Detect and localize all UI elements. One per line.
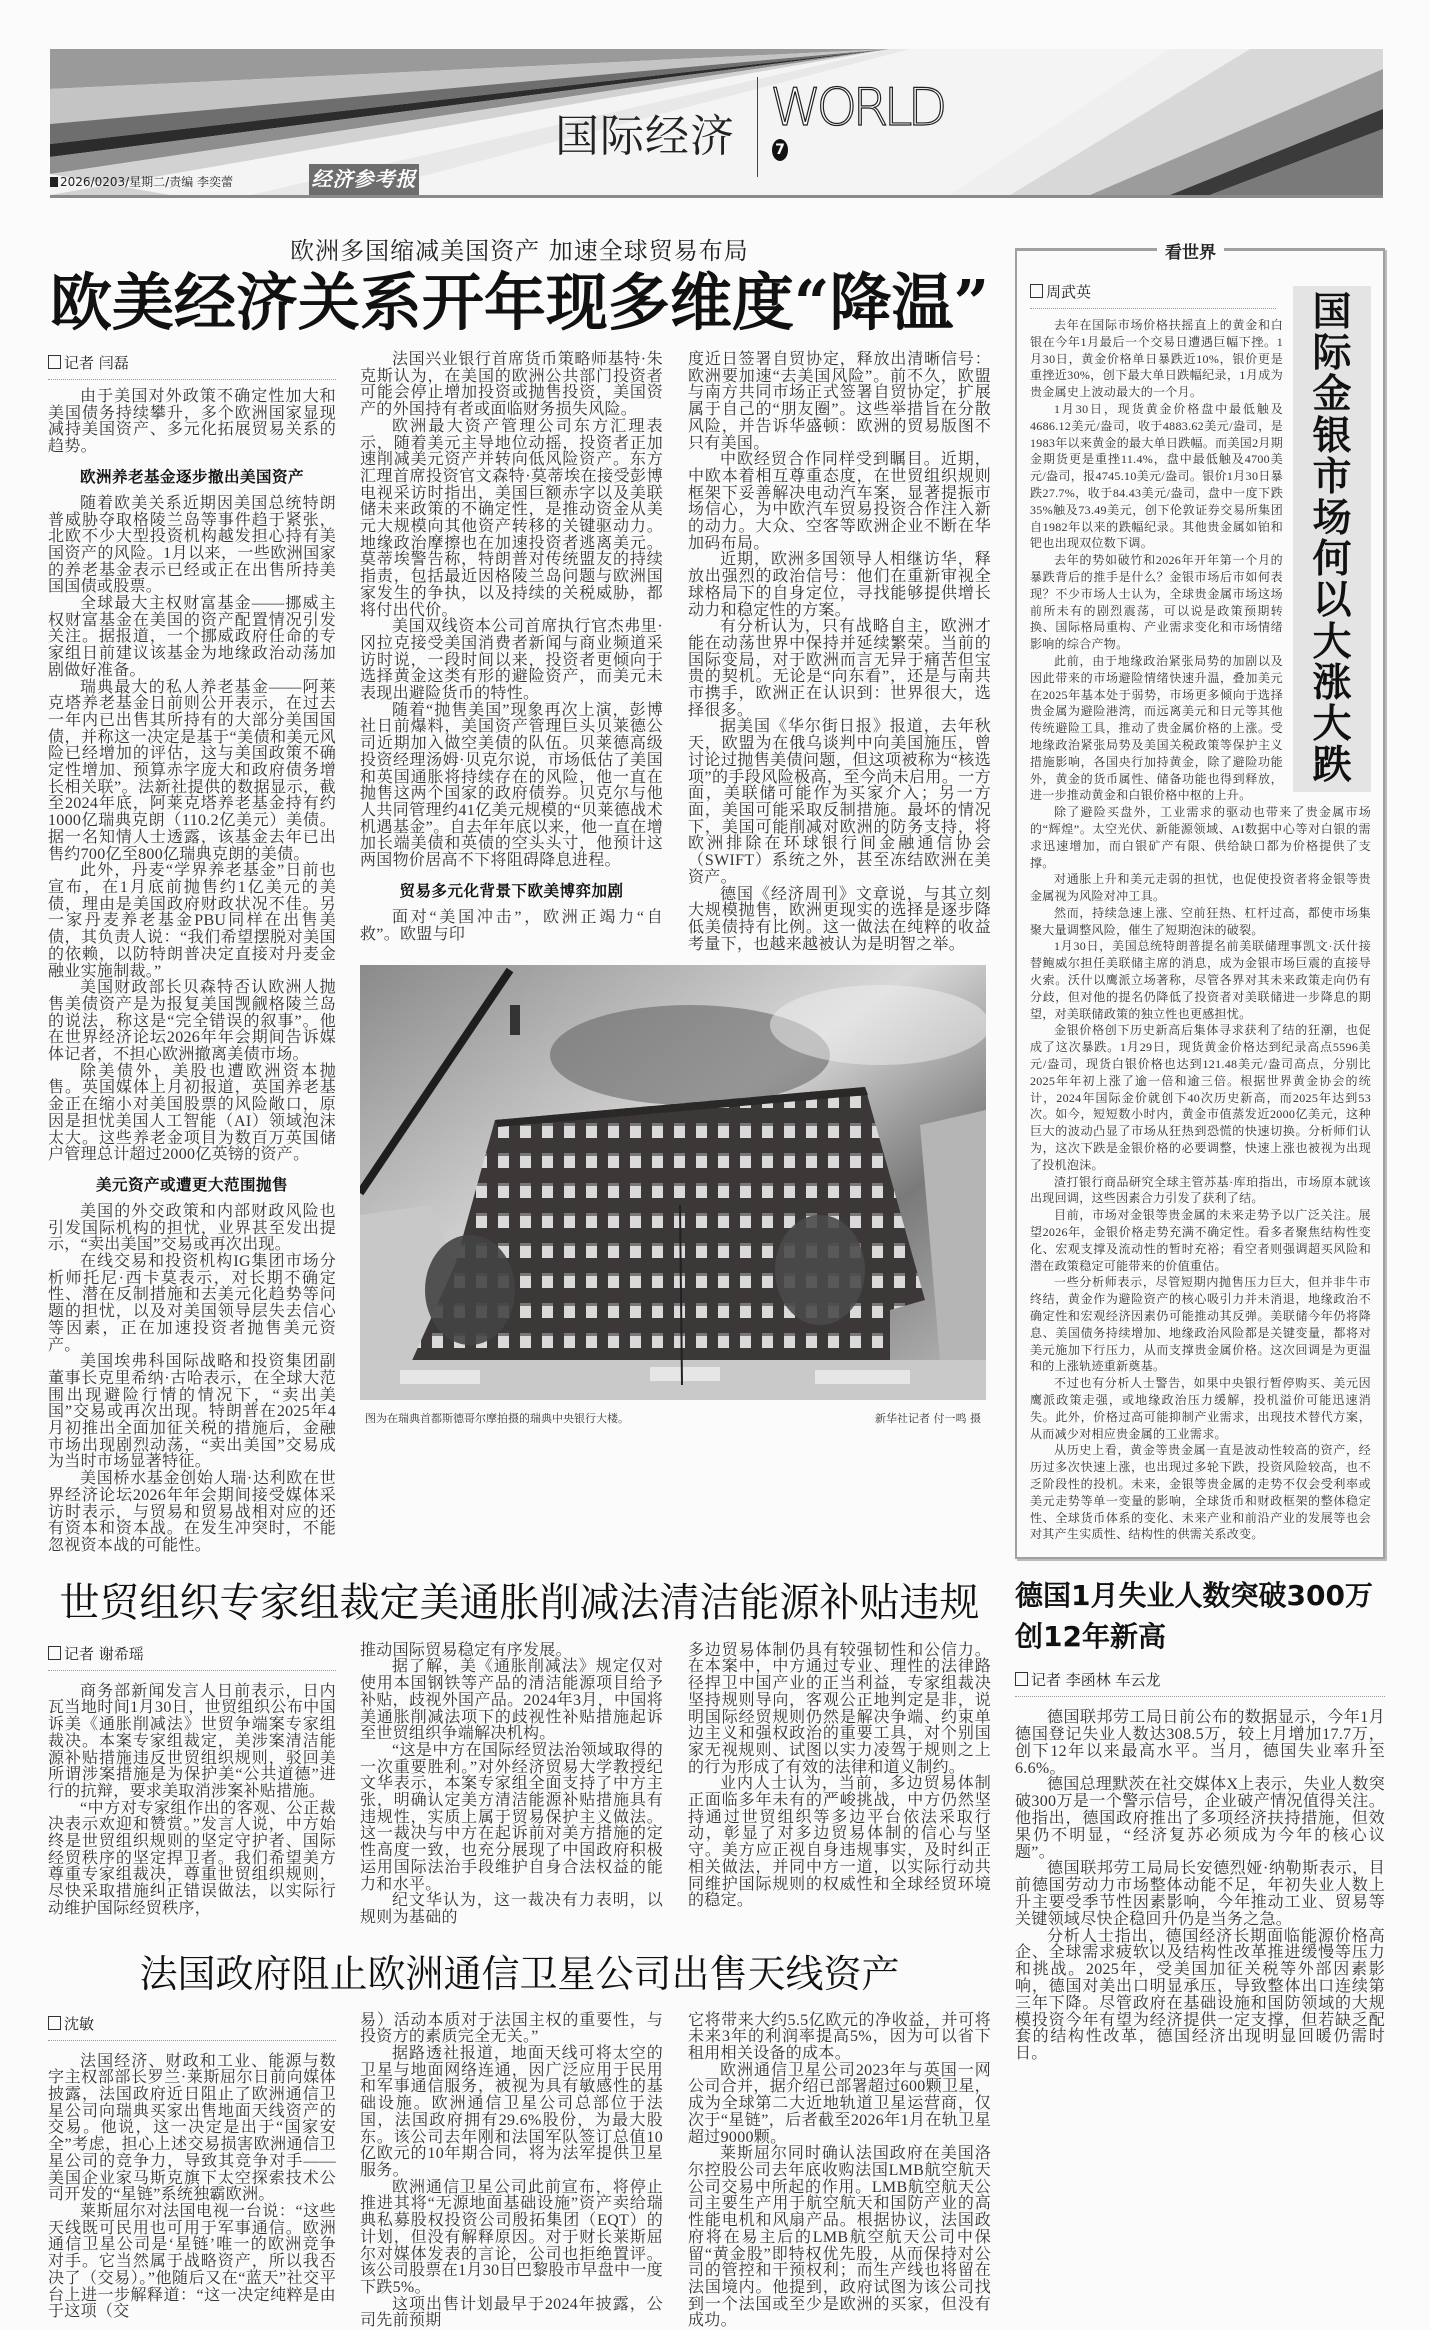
paragraph: 渣打银行商品研究全球主管苏基·库珀指出，市场原本就该出现回调，这些因素合力引发了获利了结。 [1030,1174,1371,1206]
vertical-title-char: 何 [1312,536,1352,583]
main-article [48,352,991,1555]
france-article-column-3 [688,2013,991,2330]
france-article-column-2 [360,2013,663,2330]
germany-article-body [1015,1669,1385,2063]
newspaper-logo: 经济参考报 [309,164,419,195]
section-subheading: 美元资产或遭更大范围抛售 [95,1175,288,1194]
paragraph: 有分析认为，只有战略自主，欧洲才能在动荡世界中保持并延续繁荣。当前的国际变局，对于欧洲而言无异于痛苦但宝贵的契机。无论是“向东看”，还是与南共市携手，欧洲正在认识到：世界很大，选择很多。 [688,618,991,719]
section-title-en: WORLD [770,78,943,138]
paragraph: 一些分析师表示，尽管短期内抛售压力巨大，但并非牛市终结，黄金作为避险资产的核心吸引力并未消退，地缘政治不确定性和宏观经济因素仍可能推动其反弹。美联储今年仍将降息、美国债务持续增加、地缘政治风险都是关键变量，都将对美元施加下行压力，从而支撑贵金属价格。这次回调是为更温和的上涨轨迹重新奠基。 [1030,1275,1371,1374]
commentary-box [1015,243,1385,1559]
section-title: 国际经济 [555,111,735,162]
byline [48,352,336,380]
germany-article-headline [1015,1575,1385,1657]
vertical-title-char: 以 [1312,577,1352,624]
paragraph: 由于美国对外政策不确定性加大和美国债务持续攀升，多个欧洲国家显现减持美国资产、多元化拓展贸易关系的趋势。 [48,388,336,456]
paragraph: 美国财政部长贝森特否认欧洲人抛售美债资产是为报复美国觊觎格陵兰岛的说法，称这是“完全错误的叙事”。他在世界经济论坛2026年年会期间告诉媒体记者，不担心欧洲撤离美债市场。 [48,979,336,1064]
byline-text: 沈敏 [64,2014,95,2033]
paragraph: 去年在国际市场价格扶摇直上的黄金和白银在今年1月最后一个交易日遭遇巨幅下挫。1月30日，黄金价格单日暴跌近10%，银价更是重挫近30%，创下最大单日跌幅纪录，1月成为贵金属史上波动最大的一个月。 [1030,318,1283,400]
paragraph: 德国联邦劳工局日前公布的数据显示，今年1月德国登记失业人数达308.5万，较上月增加17.7万，创下12年以来最高水平。当月，德国失业率升至6.6%。 [1015,1709,1385,1777]
banner-divider [757,77,758,177]
paragraph: 推动国际贸易稳定有序发展。 [360,1641,572,1659]
paragraph: 随着“抛售美国”现象再次上演，彭博社日前爆料，美国资产管理巨头贝莱德公司近期加入做空美债的队伍。贝莱德高级投资经理汤姆·贝克尔说，市场低估了美国和英国通胀将持续存在的风险，他一直在抛售这两个国家的政府债券。贝克尔与他人共同管理约41亿美元规模的“贝莱德战术机遇基金”。自去年年底以来，他一直在增加长端美债和英债的空头头寸，他预计这两国物价居高不下将阻碍降息进程。 [360,701,663,870]
paragraph: 多边贸易体制仍具有较强韧性和公信力。在本案中，中方通过专业、理性的法律路径捍卫中国产业的正当利益，专家组裁决坚持规则导向，客观公正地判定是非，说明国际经贸规则仍然是解决争端、约束单边主义和强权政治的重要工具，对个别国家无视规则、试图以实力凌驾于规则之上的行为形成了有效的法律和道义制约。 [688,1641,991,1776]
byline-box-icon [48,1646,61,1660]
paragraph: 欧洲通信卫星公司此前宣布，将停止推进其将“无源地面基础设施”资产卖给瑞典私募股权投资公司殷拓集团（EQT）的计划，但没有解释原因。对于财长莱斯屈尔对媒体发表的言论，公司也拒绝置评。该公司股票在1月30日巴黎股市早盘中一度下跌5%。 [360,2178,663,2296]
commentary-vertical-title [1293,286,1371,792]
paragraph: 此外，丹麦“学界养老基金”日前也宣布，在1月底前抛售约1亿美元的美债，理由是美国政府财政状况不佳。另一家丹麦养老基金PBU同样在出售美债，其负责人说：“我们希望摆脱对美国的依赖，以防特朗普决定直接对丹麦金融业实施制裁。” [48,862,336,980]
paragraph: 莱斯屈尔对法国电视一台说：“这些天线既可民用也可用于军事通信。欧洲通信卫星公司是‘星链’唯一的欧洲竞争对手。它当然属于战略资产，所以我否决了（交易）。”他随后又在“蓝天”社交平台上进一步解释道：“这一决定纯粹是由于这项（交 [48,2202,336,2321]
paragraph: 它将带来大约5.5亿欧元的净收益，并可将未来3年的利润率提高5%，因为可以省下租用相关设备的成本。 [688,2011,991,2063]
paragraph: 随着欧美关系近期因美国总统特朗普威胁夺取格陵兰岛等事件趋于紧张，北欧不少大型投资机构越发担心持有美国资产的风险。1月以来，一些欧洲国家的养老基金表示已经或正在出售所持美国国债或股票。 [48,494,336,596]
byline [48,1643,336,1671]
paragraph: 法国兴业银行首席货币策略师基特·朱克斯认为，在美国的欧洲公共部门投资者可能会停止增加投资或抛售投资，美国资产的外国持有者或面临财务损失风险。 [360,351,663,419]
byline [1015,1669,1385,1697]
wto-article-column-3 [688,1643,991,1910]
photo-credit: 新华社记者 付一鸣 摄 [875,1412,981,1426]
photo-caption-row [360,1400,986,1426]
paragraph: 这项出售计划最早于2024年披露，公司先前预期 [360,2295,663,2330]
paragraph: 金银价格创下历史新高后集体寻求获利了结的狂潮，也促成了这次暴跌。1月29日，现货黄金价格达到纪录高点5596美元/盎司，现货白银价格也达到121.48美元/盎司高点，分别比2025年年初上涨了逾一倍和逾三倍。根据世界黄金协会的统计，2024年国际金价就创下40次历史新高，而2025年达到53次。如今，短短数小时内，黄金市值蒸发近2000亿美元，这种巨大的波动凸显了市场从狂热到恐慌的快速切换。分析师们认为，这次下跌是金银价格的必要调整，快速上涨也被视为出现了投机泡沫。 [1030,1023,1371,1172]
byline-box-icon [1015,1672,1028,1686]
photo-caption: 图为在瑞典首都斯德哥尔摩拍摄的瑞典中央银行大楼。 [365,1412,629,1426]
vertical-title-char: 市 [1312,453,1352,500]
paragraph: 德国总理默茨在社交媒体X上表示，失业人数突破300万是一个警示信号，企业破产情况值得关注。他指出，德国政府推出了多项经济扶持措施，但效果仍不明显，“经济复苏必须成为今年的核心议题”。 [1015,1776,1385,1861]
byline-text: 周武英 [1046,283,1092,301]
vertical-title-char: 涨 [1312,659,1352,706]
paragraph: 面对“美国冲击”，欧洲正竭力“自救”。欧盟与印 [360,908,663,943]
square-marker-icon [50,177,58,187]
paragraph: “这是中方在国际经贸法治领域取得的一次重要胜利。”对外经济贸易大学教授纪文华表示，本案专家组全面支持了中方主张，明确认定美方清洁能源补贴措施具有违规性，实质上属于贸易保护主义做法。这一裁决与中方在起诉前对美方措施的定性高度一致，也充分展现了中国政府积极运用国际法治手段维护自身合法权益的能力和水平。 [360,1741,663,1893]
byline-text: 记者 谢希瑶 [64,1644,144,1663]
paragraph: 分析人士指出，德国经济长期面临能源价格高企、全球需求疲软以及结构性改革推进缓慢等压力和挑战。2025年，受美国加征关税等外部因素影响，德国对美出口明显承压，导致整体出口连续第三年下降。尽管政府在基础设施和国防领域的大规模投资今年有望为经济提供一定支撑，但若缺乏配套的结构性改革，德国经济出现明显回暖仍需时日。 [1015,1927,1385,2063]
building-photo-graphic [360,965,986,1400]
paragraph: 业内人士认为，当前，多边贸易体制正面临多年未有的严峻挑战，中方仍然坚持通过世贸组织等多边平台依法采取行动，彰显了对多边贸易体制的信心与坚守。美方应正视自身违规事实，及时纠正相关做法，并同中方一道，以实际行动共同维护国际规则的权威性和全球经贸环境的稳定。 [688,1775,991,1910]
paragraph: 近期，欧洲多国领导人相继访华，释放出强烈的政治信号：他们在重新审视全球格局下的自身定位，寻找能够提供增长动力和稳定性的方案。 [688,551,991,619]
commentary-box-label: 看世界 [1157,238,1224,263]
main-article-column-2 [360,352,663,943]
wto-article-headline: 世贸组织专家组裁定美通胀削减法清洁能源补贴违规 [59,1579,980,1626]
paragraph: 据美国《华尔街日报》报道，去年秋天，欧盟为在俄乌谈判中向美国施压，曾讨论过抛售美债问题，但这项被称为“核选项”的手段风险极高，至今尚未启用。一方面，美联储可能作为买家介入；另一方面，美国可能采取反制措施。最坏的情况下，美国可能削减对欧洲的防务支持，将欧洲排除在环球银行间金融通信协会（SWIFT）系统之外，甚至冻结欧洲在美资产。 [688,718,991,886]
byline [1030,281,1276,309]
byline-text: 记者 闫磊 [64,354,129,372]
france-article-headline: 法国政府阻止欧洲通信卫星公司出售天线资产 [139,1951,900,1996]
paragraph: “中方对专家组作出的客观、公正裁决表示欢迎和赞赏。”发言人说，中方始终是世贸组织规则的坚定守护者、国际经贸秩序的坚定捍卫者。我们希望美方尊重专家组裁决，尊重世贸组织规则，尽快采取措施纠正错误做法，以实际行动维护国际经贸秩序， [48,1799,336,1917]
paragraph: 不过也有分析人士警告，如果中央银行暂停购买、美元因鹰派政策走强，或地缘政治压力缓解，投机溢价可能迅速消失。此外，价格过高可能抑制产业需求，出现技术替代方案，从而减少对相应贵金属的工业需求。 [1030,1376,1371,1441]
paragraph: 商务部新闻发言人日前表示，日内瓦当地时间1月30日，世贸组织公布中国诉美《通胀削减法》世贸争端案专家组裁决。本案专家组裁定，美涉案清洁能源补贴措施违反世贸组织规则，驳回美所谓涉案措施是为保护美“公共道德”进行的抗辩，要求美取消涉案补贴措施。 [48,1682,336,1800]
byline-box-icon [1030,284,1043,298]
paragraph: 欧洲最大资产管理公司东方汇理表示，随着美元主导地位动摇，投资者正加速削减美元资产并转向低风险资产。东方汇理首席投资官文森特·莫蒂埃在接受彭博电视采访时指出，美国巨额赤字以及美联储未来政策的不确定性，是推动资金从美元大规模向其他资产转移的关键驱动力。地缘政治摩擦也在加速投资者逃离美元。莫蒂埃警告称，特朗普对传统盟友的持续指责，包括最近因格陵兰岛问题与欧洲国家发生的争执，以及持续的关税威胁，都将付出代价。 [360,417,663,619]
paragraph: 度近日签署自贸协定，释放出清晰信号：欧洲要加速“去美国风险”。前不久，欧盟与南方共同市场正式签署自贸协定，扩展属于自己的“朋友圈”。这些举措旨在分散风险，并告诉华盛顿：欧洲的贸易版图不只有美国。 [688,351,991,452]
paragraph: 除美债外，美股也遭欧洲资本抛售。英国媒体上月初报道，英国养老基金正在缩小对美国股票的风险敞口，原因是担忧美国人工智能（AI）领域泡沫太大。这些养老金项目为数百万英国储户管理总计超过2000亿英镑的资产。 [48,1062,336,1164]
paragraph: 中欧经贸合作同样受到瞩目。近期，中欧本着相互尊重态度，在世贸组织规则框架下妥善解决电动汽车案，显著提振市场信心，为中欧汽车贸易投资合作注入新的动力。大众、空客等欧洲企业不断在华加码布局。 [688,451,991,552]
section-subheading: 欧洲养老基金逐步撤出美国资产 [79,467,304,486]
right-column-region [1015,236,1385,2063]
france-article [48,2013,991,2330]
vertical-title-char: 跌 [1312,742,1352,789]
paragraph: 对通胀上升和美元走弱的担忧，也促使投资者将金银等贵金属视为风险对冲工具。 [1030,872,1371,904]
paragraph: 据路透社报道，地面天线可将太空的卫星与地面网络连通，因广泛应用于民用和军事通信服务，被视为具有敏感性的基础设施。欧洲通信卫星公司总部位于法国，法国政府拥有29.6%股份，为最大股东。该公司去年刚和法国军队签订总值10亿欧元的10年期合同，将为法军提供卫星服务。 [360,2045,663,2179]
vertical-title-char: 大 [1312,701,1352,748]
paragraph: 去年的势如破竹和2026年开年第一个月的暴跌背后的推手是什么？金银市场后市如何表现？不少市场人士认为，全球贵金属市场这场前所未有的剧烈震荡，可以说是政策预期转换、国际格局重构、产业需求变化和市场情绪影响的综合产物。 [1030,553,1283,652]
vertical-title-char: 际 [1312,330,1352,377]
headline-line-2: 创12年新高 [1015,1620,1166,1654]
section-subheading: 贸易多元化背景下欧美博弈加剧 [399,881,624,900]
paragraph: 瑞典最大的私人养老基金——阿莱克塔养老基金日前则公开表示，在过去一年内已出售其所持有的大部分美国国债，并称这一决定是基于“美债和美元风险已经增加的评估，这与美国政策不确定性增加、预算赤字庞大和政府债务增长相关联”。法新社提供的数据显示，截至2024年底，阿莱克塔养老基金持有约1000亿瑞典克朗（110.2亿美元）美债。据一名知情人士透露，该基金去年已出售约700亿至800亿瑞典克朗的美债。 [48,678,336,863]
byline-text: 记者 李函林 车云龙 [1031,1671,1161,1690]
dateline-text: 2026/0203/星期二/责编 李奕蕾 [60,175,234,189]
paragraph: 莱斯屈尔同时确认法国政府在美国洛尔控股公司去年底收购法国LMB航空航天公司交易中所起的作用。LMB航空航天公司主要生产用于航空航天和国防产业的高性能电机和风扇产品。根据协议，法国政府将在易主后的LMB航空航天公司中保留“黄金股”即特权优先股，从而保持对公司的管控和干预权利；而生产线也将留在法国境内。他提到，政府试图为该公司找到一个法国或至少是欧洲的买家，但没有成功。 [688,2145,991,2330]
paragraph: 法国经济、财政和工业、能源与数字主权部部长罗兰·莱斯屈尔日前向媒体披露，法国政府近日阻止了欧洲通信卫星公司向瑞典买家出售地面天线资产的交易。他说，这一决定是出于“国家安全”考虑，担心上述交易损害欧洲通信卫星公司的竞争力，导致其竞争对手——美国企业家马斯克旗下太空探索技术公司开发的“星链”系统独霸欧洲。 [48,2052,336,2204]
paragraph: 此前，由于地缘政治紧张局势的加剧以及因此带来的市场避险情绪快速升温，叠加美元在2025年基本处于弱势，市场更多倾向于选择贵金属为避险港湾，而远离美元和日元等其他传统避险工具，推动了贵金属价格的上涨。受地缘政治紧张局势及美国关税政策等保护主义措施影响，各国央行加持黄金，除了避险功能外，黄金的货币属性、储备功能也得到释放，进一步推动黄金和白银价格中枢的上升。 [1030,653,1283,803]
vertical-title-char: 国 [1312,289,1352,335]
wto-article-column-1 [48,1643,336,1918]
paragraph: 德国《经济周刊》文章说，与其立刻大规模抛售，欧洲更现实的选择是逐步降低美债持有比例。这一做法在纯粹的收益考量下，也越来越被认为是明智之举。 [688,885,991,953]
left-articles-region [48,236,991,2330]
page-number: 7 [772,139,788,161]
paragraph: 美国桥水基金创始人瑞·达利欧在世界经济论坛2026年年会期间接受媒体采访时表示，与贸易和贸易战相对应的还有资本和资本战。在发生冲突时，不能忽视资本战的可能性。 [48,1470,336,1554]
paragraph: 美国埃弗科国际战略和投资集团副董事长克里希纳·古哈表示，在全球大范围出现避险行情的情况下，“卖出美国”交易或再次出现。特朗普在2025年4月初推出全面加征关税的措施后，金融市场出现剧烈动荡，“卖出美国”交易成为当时市场显著特征。 [48,1353,336,1471]
paragraph: 据了解，美《通胀削减法》规定仅对使用本国钢铁等产品的清洁能源项目给予补贴，歧视外国产品。2024年3月，中国将美通胀削减法项下的歧视性补贴措施起诉至世贸组织争端解决机构。 [360,1658,663,1743]
paragraph: 美国的外交政策和内部财政风险也引发国际机构的担忧，业界甚至发出提示，“卖出美国”交易或再次出现。 [48,1202,336,1254]
paragraph: 美国双线资本公司首席执行官杰弗里·冈拉克接受美国消费者新闻与商业频道采访时说，一段时间以来，投资者更倾向于选择黄金这类有形的避险资产，而美元未表现出避险货币的特性。 [360,618,663,703]
france-article-column-1 [48,2013,336,2321]
main-article-column-1 [48,352,336,1555]
paragraph: 纪文华认为，这一裁决有力表明，以规则为基础的 [360,1892,663,1926]
paragraph: 从历史上看，黄金等贵金属一直是波动性较高的资产，经历过多次快速上涨，也出现过多轮下跌，投资风险较高，也不乏阶段性的投机。未来，金银等贵金属的走势不仅会受利率或美元走势等单一变量的影响，全球货币和财政框架的整体稳定性、全球货币体系的变化、未来产业和前沿产业的发展等也会对其产生实质性、结构性的供需关系改变。 [1030,1443,1371,1542]
vertical-title-char: 大 [1312,618,1352,665]
paragraph: 易）活动本质对于法国主权的重要性，与投资方的素质完全无关。” [360,2011,663,2046]
headline-line-1: 德国1月失业人数突破300万 [1015,1579,1373,1613]
paragraph: 1月30日，美国总统特朗普提名前美联储理事凯文·沃什接替鲍威尔担任美联储主席的消息，成为金银市场巨震的直接导火索。沃什以鹰派立场著称，尽管各界对其未来政策走向仍有分歧，但对他的提名仍降低了投资者对美联储进一步降息的期望，对美联储政策的独立性也更感担忧。 [1030,939,1371,1021]
wto-article [48,1643,991,1927]
paragraph: 全球最大主权财富基金——挪威主权财富基金在美国的资产配置情况引发关注。据报道，一个挪威政府任命的专家组日前建议该基金为地缘政治动荡加剧做好准备。 [48,595,336,679]
paragraph: 然而，持续急速上涨、空前狂热、杠杆过高，都使市场集聚大量调整风险，催生了短期泡沫的破裂。 [1030,905,1371,937]
byline-box-icon [48,355,61,369]
main-article-headline: 欧美经济关系开年现多维度“降温” [49,266,990,339]
vertical-title-char: 金 [1312,371,1352,418]
dateline [50,173,233,190]
main-article-kicker: 欧洲多国缩减美国资产 加速全球贸易布局 [290,237,749,265]
vertical-title-char: 场 [1312,495,1352,542]
paragraph: 目前，市场对金银等贵金属的未来走势予以广泛关注。展望2026年，金银价格走势充满不确定性。看多者聚焦结构性变化、宏观支撑及流动性的暂时充裕；看空者则强调超买风险和潜在政策稳定可能带来的价值重估。 [1030,1208,1371,1273]
byline-box-icon [48,2016,61,2030]
paragraph: 德国联邦劳工局局长安德烈娅·纳勒斯表示，目前德国劳动力市场整体动能不足，年初失业人数上升主要受季节性因素影响，今年推动工业、贸易等关键领域尽快企稳回升仍是当务之急。 [1015,1860,1385,1928]
paragraph: 在线交易和投资机构IG集团市场分析师托尼·西卡莫表示，对长期不确定性、潜在反制措施和去美元化趋势等问题的担忧，以及对美国领导层失去信心等因素，正在加速投资者抛售美元资产。 [48,1253,336,1354]
main-article-right-block [360,352,991,1426]
paragraph: 1月30日，现货黄金价格盘中最低触及4686.12美元/盎司，收于4883.62美元/盎司，是1983年以来黄金的最大单日跌幅。而美国2月期金期货更是重挫11.4%，盘中最低触及4700美元/盎司，报4745.10美元/盎司。银价1月30日暴跌27.7%，收于84.43美元/盎司，盘中一度下跌35%触及73.49美元，创下伦敦证券交易所集团自1982年以来的跌幅纪录。其他贵金属如铂和钯也出现双位数下调。 [1030,401,1283,551]
vertical-title-char: 银 [1312,412,1352,459]
paragraph: 除了避险买盘外，工业需求的驱动也带来了贵金属市场的“辉煌”。太空光伏、新能源领域、AI数据中心等对白银的需求迅速增加，而白银矿产有限、供给缺口都为价格提供了支撑。 [1030,805,1371,870]
byline [48,2013,336,2041]
paragraph: 欧洲通信卫星公司2023年与英国一网公司合并，据介绍已部署超过600颗卫星，成为全球第二大近地轨道卫星运营商，仅次于“星链”，后者截至2026年1月在轨卫星超过9000颗。 [688,2061,991,2146]
wto-article-column-2 [360,1643,663,1927]
main-article-column-3 [688,352,991,953]
news-photo-riksbank-building [360,965,986,1400]
